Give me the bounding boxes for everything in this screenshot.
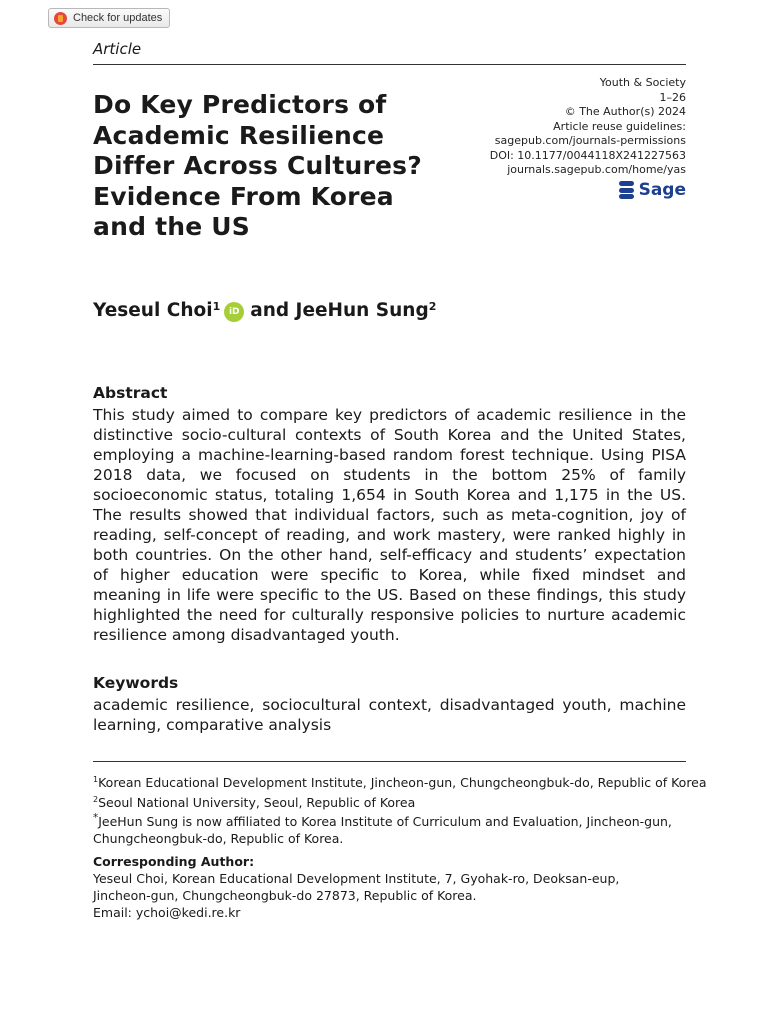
reuse-label: Article reuse guidelines: <box>553 119 686 133</box>
keywords-body: academic resilience, sociocultural context, disadvantaged youth, machine learning, comparative analysis <box>93 696 686 734</box>
title-line: Evidence From Korea <box>93 181 394 211</box>
title-line: Do Key Predictors of <box>93 90 387 119</box>
journal-name: Youth & Society <box>599 76 686 89</box>
journal-link[interactable]: journals.sagepub.com/home/yas <box>507 163 686 176</box>
affiliation-note <box>93 810 693 847</box>
doi[interactable]: DOI: 10.1177/0044118X241227563 <box>489 148 686 162</box>
abstract-heading: Abstract <box>93 384 168 402</box>
author-1: Yeseul Choi <box>93 300 213 321</box>
crossmark-icon <box>54 12 67 25</box>
corresponding-line-2: Jincheon-gun, Chungcheongbuk-do 27873, Republic of Korea. <box>93 888 477 903</box>
footnote-divider <box>93 761 686 762</box>
article-type: Article <box>93 40 142 58</box>
affiliation-2: $^2$Seoul National University, Seoul, Republic of Korea <box>93 795 416 811</box>
author-line <box>93 300 436 322</box>
sage-logo-icon <box>619 181 634 199</box>
author-2: and JeeHun Sung <box>250 300 429 321</box>
sage-logo <box>619 180 686 200</box>
journal-meta <box>426 76 686 178</box>
author-1-affil: 1 <box>212 300 221 313</box>
corresponding-heading: Corresponding Author: <box>93 854 255 869</box>
title-line: Differ Across Cultures? <box>93 151 422 180</box>
publisher-name: Sage <box>638 180 686 200</box>
corresponding-email[interactable]: Email: ychoi@kedi.re.kr <box>93 905 241 920</box>
author-2-affil: 2 <box>428 300 437 313</box>
note-text: JeeHun Sung is now affiliated to Korea Institute of Curriculum and Evaluation, Jincheon-gun, Chungcheongbuk-do, Republic of Korea. <box>93 814 672 847</box>
abstract-body: This study aimed to compare key predictors of academic resilience in the distinctive socio-cultural contexts of South Korea and the United States, employing a machine-learning-based random forest technique. Using PISA 2018 data, we focused on students in the bottom 25% of family socioeconomic status, totaling 1,654 in South Korea and 1,175 in the US. The results showed that individual factors, such as meta-cognition, joy of reading, self-concept of reading, and work mastery, were ranked highly in both countries. On the other hand, self-efficacy and students’ expectation of higher education were specific to Korea, while fixed mindset and meaning in life were specific to the US. Based on these findings, this study highlighted the need for culturally responsive policies to nurture academic resilience among disadvantaged youth. <box>93 406 686 644</box>
note-marker: * <box>93 812 99 824</box>
top-divider <box>93 64 686 65</box>
article-title <box>93 90 453 243</box>
check-for-updates-label: Check for updates <box>73 12 163 24</box>
title-line: Academic Resilience <box>93 120 385 150</box>
affiliations <box>93 771 707 811</box>
title-line: and the US <box>93 212 250 241</box>
corresponding-author <box>93 853 693 921</box>
corresponding-line-1: Yeseul Choi, Korean Educational Development Institute, 7, Gyohak-ro, Deoksan-eup, <box>93 871 620 886</box>
copyright: © The Author(s) 2024 <box>564 105 686 118</box>
keywords-heading: Keywords <box>93 674 179 692</box>
orcid-icon[interactable]: iD <box>224 302 244 322</box>
affiliation-1: $^1$Korean Educational Development Institute, Jincheon-gun, Chungcheongbuk-do, Republic of Korea <box>93 775 707 791</box>
page-range: 1–26 <box>659 90 686 104</box>
check-for-updates-button[interactable] <box>48 8 170 28</box>
reuse-link[interactable]: sagepub.com/journals-permissions <box>494 134 686 147</box>
